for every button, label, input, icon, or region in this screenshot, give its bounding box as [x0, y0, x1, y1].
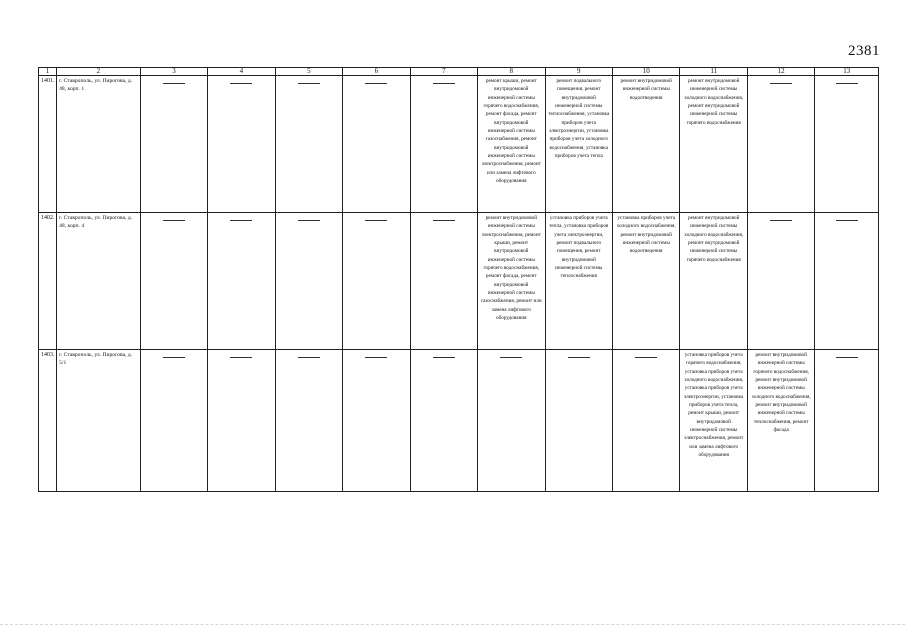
empty-cell: [815, 76, 879, 213]
dash-mark: [365, 220, 387, 221]
dash-mark: [230, 220, 252, 221]
works-cell: ремонт внутридомовой инженерной системы электроснабжения, ремонт крыши, ремонт внутридомовой инженерной системы горячего водоснабжения, ремонт фасада, ремонт внутридомовой инженерной системы газоснабжения, ремонт или замена лифтового оборудования: [478, 213, 545, 350]
dash-mark: [163, 220, 185, 221]
empty-cell: [208, 350, 275, 492]
column-number: 10: [613, 68, 680, 76]
dash-mark: [163, 357, 185, 358]
empty-cell: [140, 213, 207, 350]
repair-schedule-table: [38, 67, 879, 492]
empty-cell: [815, 350, 879, 492]
column-number: 13: [815, 68, 879, 76]
column-number: 4: [208, 68, 275, 76]
works-cell: ремонт крыши, ремонт внутридомовой инженерной системы горячего водоснабжения, ремонт фасада, ремонт внутридомовой инженерной системы газоснабжения, ремонт внутридомовой инженерной системы электроснабжения, ремонт или замена лифтового оборудования: [478, 76, 545, 213]
empty-cell: [747, 213, 814, 350]
dash-mark: [836, 357, 858, 358]
column-number: 2: [57, 68, 141, 76]
empty-cell: [208, 213, 275, 350]
dash-mark: [836, 83, 858, 84]
empty-cell: [410, 350, 477, 492]
address-cell: г. Ставрополь, ул. Пирогова, д. 48, корп. 4: [57, 213, 141, 350]
empty-cell: [410, 213, 477, 350]
column-number-row: [39, 68, 879, 76]
dash-mark: [298, 357, 320, 358]
dash-mark: [433, 83, 455, 84]
dash-mark: [365, 83, 387, 84]
works-cell: установка приборов учета тепла, установка приборов учета электроэнергии, ремонт подвального помещения, ремонт внутридомовой инженерной системы теплоснабжения: [545, 213, 612, 350]
column-number: 1: [39, 68, 57, 76]
works-cell: ремонт внутридомовой инженерной системы холодного водоснабжения, ремонт внутридомовой инженерной системы горячего водоснабжения: [680, 76, 747, 213]
empty-cell: [613, 350, 680, 492]
empty-cell: [140, 350, 207, 492]
column-number: 6: [343, 68, 410, 76]
row-number: 1403.: [39, 350, 57, 492]
address-cell: г. Ставрополь, ул. Пирогова, д. 5/1: [57, 350, 141, 492]
row-number: 1402.: [39, 213, 57, 350]
empty-cell: [478, 350, 545, 492]
works-cell: ремонт внутридомовой инженерной системы водоотведения: [613, 76, 680, 213]
dash-mark: [635, 357, 657, 358]
works-cell: ремонт внутридомовой инженерной системы холодного водоснабжения, ремонт внутридомовой инженерной системы горячего водоснабжения: [680, 213, 747, 350]
column-number: 12: [747, 68, 814, 76]
dash-mark: [500, 357, 522, 358]
dash-mark: [230, 83, 252, 84]
column-number: 9: [545, 68, 612, 76]
table-row: [39, 350, 879, 492]
dash-mark: [568, 357, 590, 358]
works-cell: ремонт подвального помещения, ремонт внутридомовой инженерной системы теплоснабжения, установка приборов учета электроэнергии, установка приборов учета холодного водоснабжения, установка приборов учета тепла: [545, 76, 612, 213]
dash-mark: [770, 83, 792, 84]
table-row: [39, 213, 879, 350]
empty-cell: [747, 76, 814, 213]
scan-artifact-line: [0, 624, 905, 626]
empty-cell: [343, 76, 410, 213]
works-cell: установка приборов учета горячего водоснабжения, установка приборов учета холодного водоснабжения, установка приборов учета электроэнергии, установка приборов учета тепла, ремонт крыши, ремонт внутридомовой инженерной системы электроснабжения, ремонт или замена лифтового оборудования: [680, 350, 747, 492]
empty-cell: [208, 76, 275, 213]
column-number: 7: [410, 68, 477, 76]
empty-cell: [343, 350, 410, 492]
dash-mark: [433, 357, 455, 358]
works-cell: установка приборов учета холодного водоснабжения, ремонт внутридомовой инженерной системы водоотведения: [613, 213, 680, 350]
empty-cell: [410, 76, 477, 213]
dash-mark: [770, 220, 792, 221]
empty-cell: [815, 213, 879, 350]
column-number: 3: [140, 68, 207, 76]
column-number: 11: [680, 68, 747, 76]
empty-cell: [275, 350, 342, 492]
table-row: [39, 76, 879, 213]
page-number: 2381: [848, 43, 880, 59]
dash-mark: [433, 220, 455, 221]
column-number: 5: [275, 68, 342, 76]
empty-cell: [275, 213, 342, 350]
row-number: 1401.: [39, 76, 57, 213]
dash-mark: [298, 83, 320, 84]
works-cell: ремонт внутридомовой инженерной системы горячего водоснабжения, ремонт внутридомовой инженерной системы холодного водоснабжения, ремонт внутридомовой инженерной системы теплоснабжения, ремонт фасада: [747, 350, 814, 492]
empty-cell: [275, 76, 342, 213]
empty-cell: [343, 213, 410, 350]
empty-cell: [140, 76, 207, 213]
address-cell: г. Ставрополь, ул. Пирогова, д. 48, корп. 1: [57, 76, 141, 213]
dash-mark: [230, 357, 252, 358]
dash-mark: [365, 357, 387, 358]
dash-mark: [836, 220, 858, 221]
dash-mark: [163, 83, 185, 84]
column-number: 8: [478, 68, 545, 76]
dash-mark: [298, 220, 320, 221]
empty-cell: [545, 350, 612, 492]
